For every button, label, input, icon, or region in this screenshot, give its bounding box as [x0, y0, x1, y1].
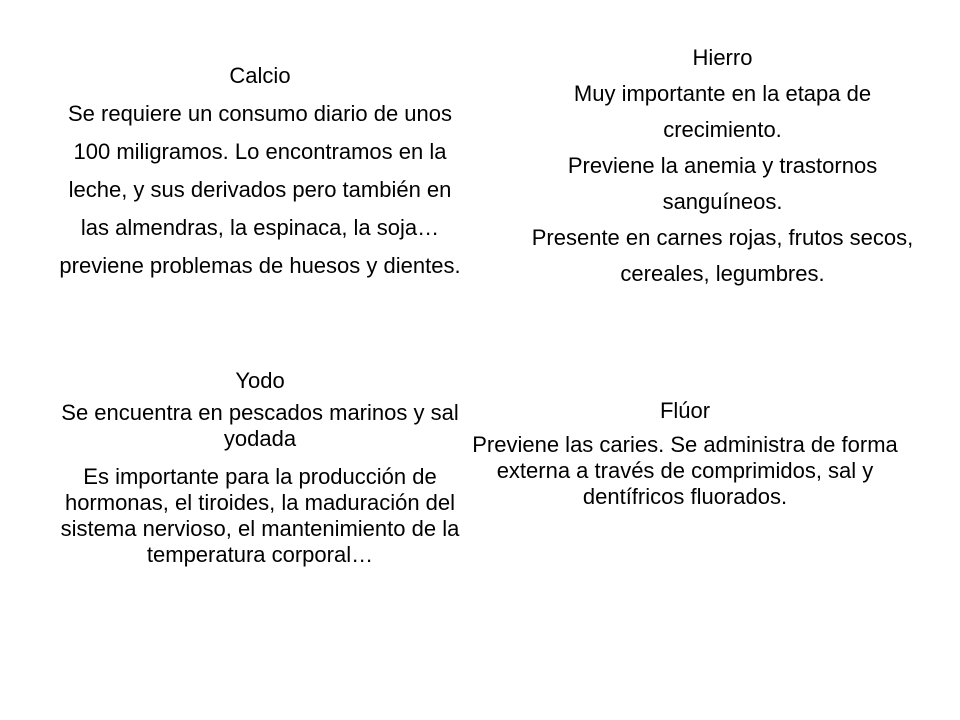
fluor-body: Previene las caries. Se administra de forma externa a través de comprimidos, sal y dentífricos fluorados.	[472, 432, 898, 509]
yodo-text-box	[55, 368, 465, 568]
hierro-line-3: Presente en carnes rojas, frutos secos, cereales, legumbres.	[531, 225, 914, 286]
fluor-title: Flúor	[659, 398, 711, 423]
yodo-line-2: Es importante para la producción de hormonas, el tiroides, la maduración del sistema nervioso, el mantenimiento de la temperatura corporal…	[60, 464, 460, 567]
hierro-text-box	[515, 40, 930, 292]
hierro-title: Hierro	[692, 45, 753, 70]
yodo-line-1: Se encuentra en pescados marinos y sal yodada	[61, 400, 459, 451]
fluor-text-box	[465, 398, 905, 510]
yodo-title: Yodo	[235, 368, 285, 393]
hierro-line-2: Previene la anemia y trastornos sanguíneos.	[567, 153, 878, 214]
calcio-body: Se requiere un consumo diario de unos 100 miligramos. Lo encontramos en la leche, y sus derivados pero también en las almendras, la espinaca, la soja… previene problemas de huesos y dientes.	[59, 101, 461, 278]
calcio-text-box	[55, 57, 465, 285]
calcio-title: Calcio	[229, 63, 291, 88]
hierro-line-1: Muy importante en la etapa de crecimiento.	[573, 81, 872, 142]
